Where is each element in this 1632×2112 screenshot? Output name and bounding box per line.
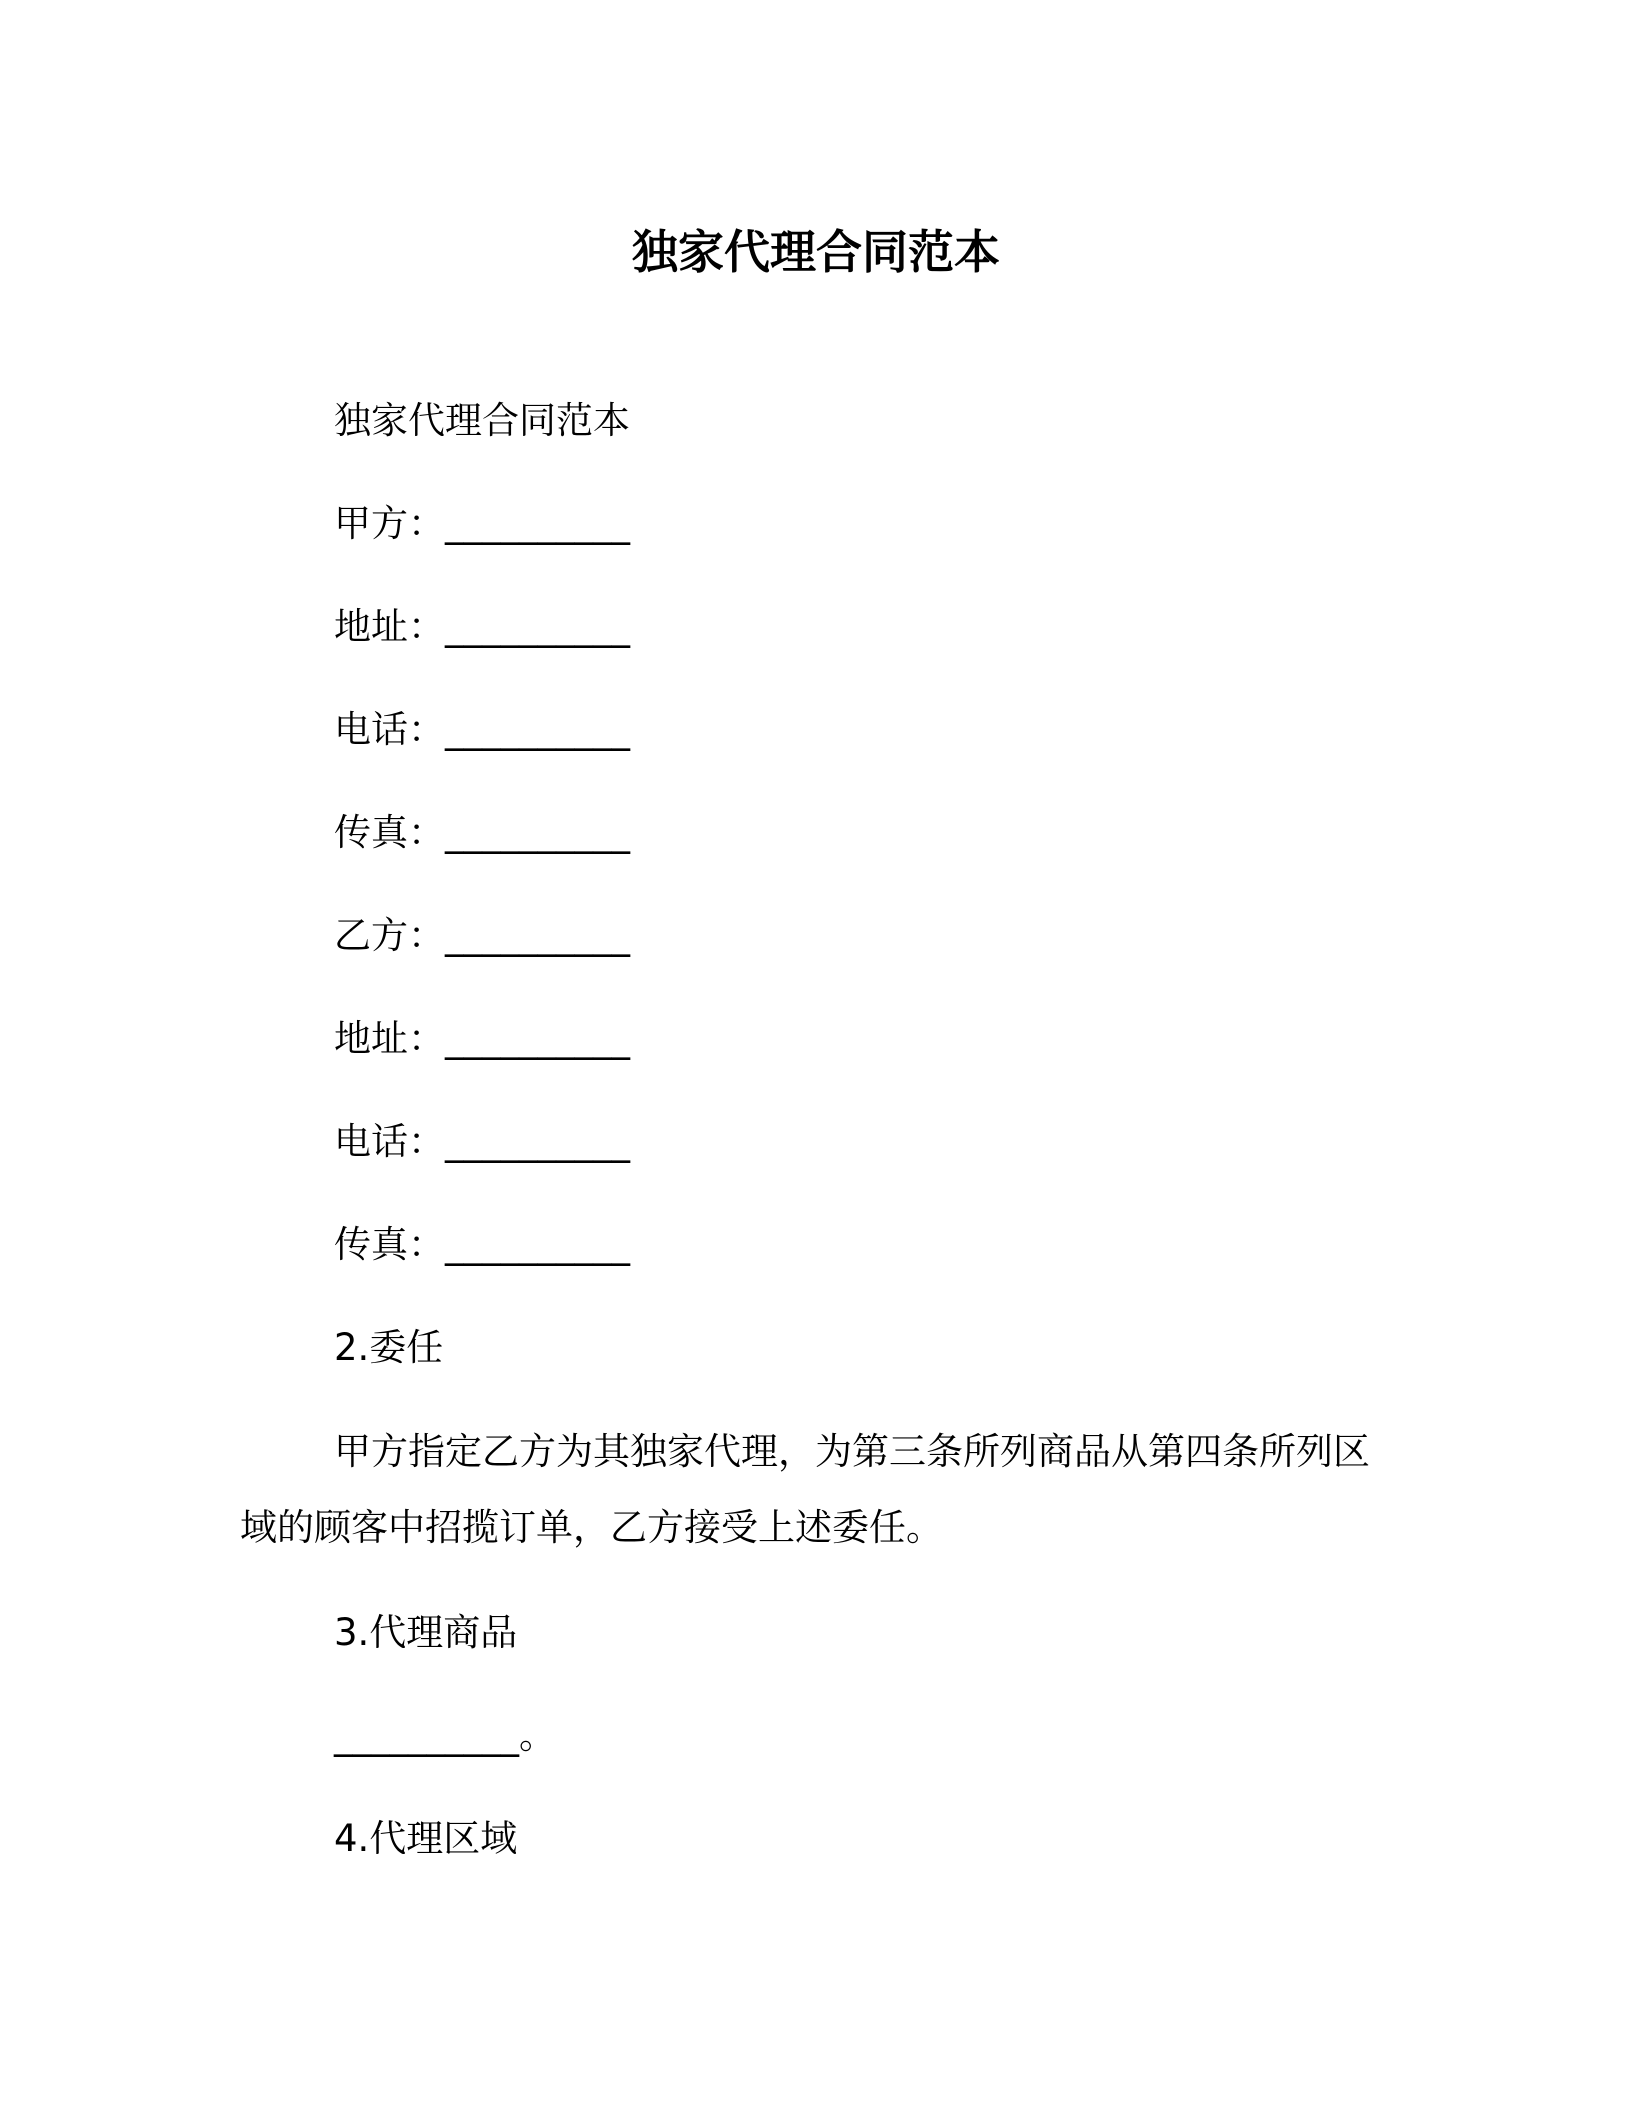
- party-a-phone: 电话：__________: [334, 708, 630, 751]
- section-2-body: [240, 1414, 1390, 1566]
- section-4-heading: 4.代理区域: [334, 1817, 518, 1860]
- party-b-phone: 电话：__________: [334, 1120, 630, 1163]
- party-b-fax: 传真：__________: [334, 1223, 630, 1266]
- section-2-heading: 2.委任: [334, 1326, 444, 1369]
- document-subtitle: 独家代理合同范本: [334, 399, 630, 442]
- party-a-address: 地址：__________: [334, 605, 630, 648]
- party-a-fax: 传真：__________: [334, 811, 630, 854]
- party-b-name: 乙方：__________: [334, 914, 630, 957]
- section-2-text: 甲方指定乙方为其独家代理，为第三条所列商品从第四条所列区域的顾客中招揽订单，乙方接受上述委任。: [240, 1430, 1370, 1549]
- party-b-address: 地址：__________: [334, 1017, 630, 1060]
- section-3-blank: __________。: [334, 1714, 556, 1757]
- document-title: 独家代理合同范本: [632, 225, 1000, 279]
- party-a-name: 甲方：__________: [334, 502, 630, 545]
- section-3-heading: 3.代理商品: [334, 1611, 518, 1654]
